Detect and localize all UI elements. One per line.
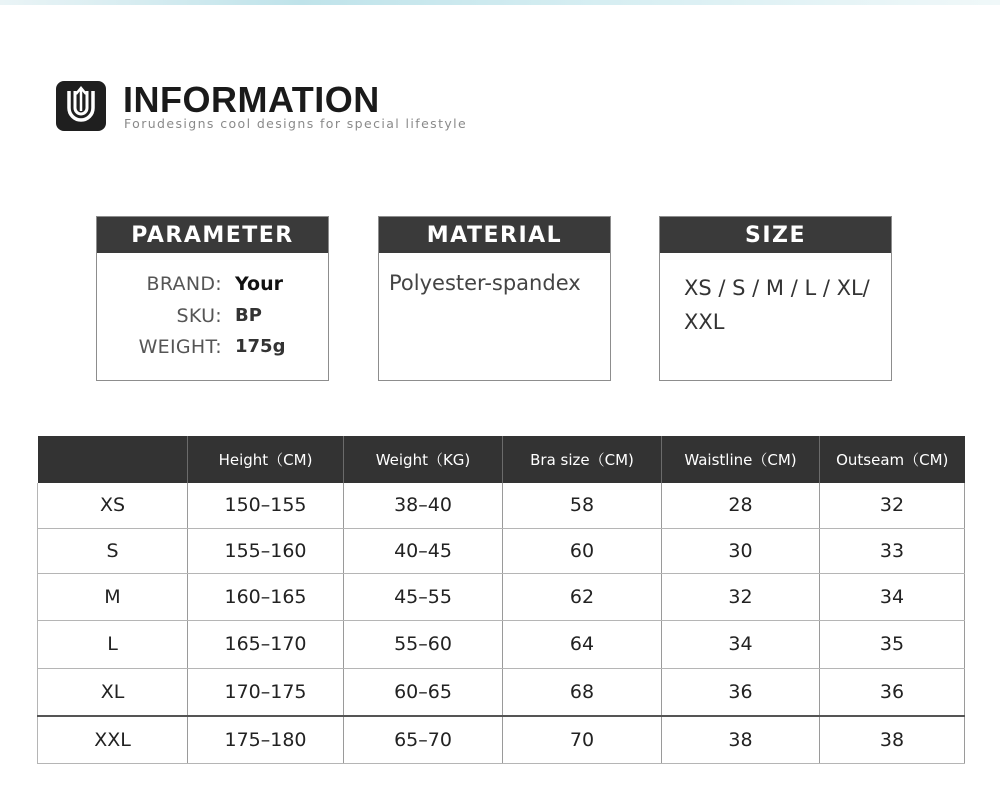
column-header: Weight（KG) bbox=[344, 436, 503, 483]
table-cell: 32 bbox=[662, 573, 820, 620]
table-cell: 165–170 bbox=[188, 620, 344, 668]
material-value: Polyester-spandex bbox=[389, 271, 581, 295]
size-cell: L bbox=[38, 620, 188, 668]
table-cell: 36 bbox=[820, 668, 965, 716]
size-box bbox=[659, 216, 892, 381]
page-title: INFORMATION bbox=[123, 79, 380, 120]
param-label: WEIGHT: bbox=[138, 336, 222, 358]
page-tagline: Forudesigns cool designs for special lifestyle bbox=[124, 116, 468, 131]
top-decorative-strip bbox=[0, 0, 1000, 5]
size-cell: M bbox=[38, 573, 188, 620]
table-cell: 175–180 bbox=[188, 716, 344, 763]
table-cell: 58 bbox=[503, 483, 662, 528]
magnet-u-icon bbox=[56, 81, 106, 131]
table-cell: 68 bbox=[503, 668, 662, 716]
table-cell: 64 bbox=[503, 620, 662, 668]
param-row-weight bbox=[97, 336, 330, 366]
table-row bbox=[38, 620, 965, 668]
table-cell: 34 bbox=[662, 620, 820, 668]
size-cell: XS bbox=[38, 483, 188, 528]
column-header: Height（CM) bbox=[188, 436, 344, 483]
column-header: Bra size（CM) bbox=[503, 436, 662, 483]
table-row bbox=[38, 668, 965, 716]
table-cell: 38 bbox=[662, 716, 820, 763]
table-cell: 70 bbox=[503, 716, 662, 763]
table-row bbox=[38, 528, 965, 573]
table-cell: 55–60 bbox=[344, 620, 503, 668]
param-value: 175g bbox=[235, 336, 286, 357]
table-cell: 40–45 bbox=[344, 528, 503, 573]
parameter-heading: PARAMETER bbox=[97, 217, 328, 253]
table-cell: 60 bbox=[503, 528, 662, 573]
table-cell: 34 bbox=[820, 573, 965, 620]
table-cell: 45–55 bbox=[344, 573, 503, 620]
table-cell: 38–40 bbox=[344, 483, 503, 528]
table-row bbox=[38, 483, 965, 528]
table-cell: 30 bbox=[662, 528, 820, 573]
column-header: Waistline（CM) bbox=[662, 436, 820, 483]
param-label: BRAND: bbox=[146, 273, 222, 295]
table-cell: 32 bbox=[820, 483, 965, 528]
table-cell: 160–165 bbox=[188, 573, 344, 620]
size-cell: XL bbox=[38, 668, 188, 716]
param-label: SKU: bbox=[176, 305, 222, 327]
size-cell: XXL bbox=[38, 716, 188, 763]
table-cell: 35 bbox=[820, 620, 965, 668]
column-header bbox=[38, 436, 188, 483]
param-value: BP bbox=[235, 305, 262, 326]
table-cell: 28 bbox=[662, 483, 820, 528]
table-row bbox=[38, 716, 965, 763]
size-cell: S bbox=[38, 528, 188, 573]
parameter-box bbox=[96, 216, 329, 381]
table-cell: 36 bbox=[662, 668, 820, 716]
table-cell: 60–65 bbox=[344, 668, 503, 716]
table-cell: 150–155 bbox=[188, 483, 344, 528]
size-heading: SIZE bbox=[660, 217, 891, 253]
param-row-brand bbox=[97, 273, 330, 303]
param-value: Your bbox=[235, 273, 283, 295]
table-cell: 38 bbox=[820, 716, 965, 763]
column-header: Outseam（CM) bbox=[820, 436, 965, 483]
size-value: XS / S / M / L / XL/ XXL bbox=[684, 276, 870, 334]
table-row bbox=[38, 573, 965, 620]
table-cell: 170–175 bbox=[188, 668, 344, 716]
material-box bbox=[378, 216, 611, 381]
table-cell: 155–160 bbox=[188, 528, 344, 573]
material-heading: MATERIAL bbox=[379, 217, 610, 253]
table-header-row bbox=[38, 436, 965, 483]
table-cell: 33 bbox=[820, 528, 965, 573]
param-row-sku bbox=[97, 305, 330, 335]
table-cell: 62 bbox=[503, 573, 662, 620]
table-cell: 65–70 bbox=[344, 716, 503, 763]
size-chart-table bbox=[37, 436, 965, 764]
